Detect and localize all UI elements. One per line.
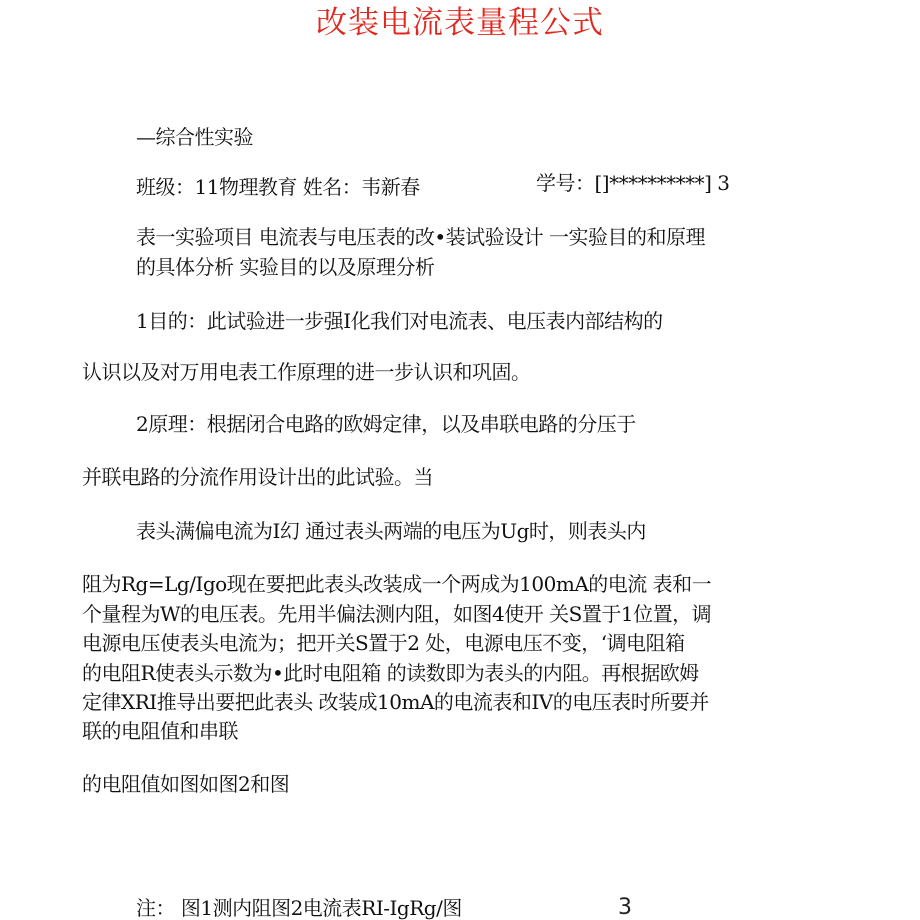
student-id: 学号：[]**********] 3 — [536, 171, 730, 195]
purpose-line-2: 认识以及对万用电表工作原理的进一步认识和巩固。 — [82, 360, 531, 384]
body-line-5: 定律XRI推导出要把此表头 改装成10mA的电流表和IV的电压表时所要并 — [82, 690, 709, 714]
body-line-1: 阻为Rg=Lg/Igo现在要把此表头改装成一个两成为100mA的电流 表和一 — [82, 572, 712, 596]
figure-note: 注： 图1测内阻图2电流表RI-IgRg/图 — [136, 896, 462, 920]
principle-line-1: 2原理：根据闭合电路的欧姆定律，以及串联电路的分压于 — [136, 412, 636, 436]
body-line-3: 电源电压使表头电流为；把开关S置于2 处，电源电压不变，‘调电阻箱 — [82, 631, 685, 655]
body-line-2: 个量程为W的电压表。先用半偏法测内阻，如图4使开 关S置于1位置，调 — [82, 602, 712, 626]
document-title: 改装电流表量程公式 — [316, 5, 604, 41]
body-line-4: 的电阻R使表头示数为•此时电阻箱 的读数即为表头的内阻。再根据欧姆 — [82, 661, 699, 685]
intro-line-2: 的具体分析 实验目的以及原理分析 — [136, 255, 435, 279]
purpose-line-1: 1目的：此试验进一步强I化我们对电流表、电压表内部结构的 — [136, 309, 663, 333]
subtitle: —综合性实验 — [136, 125, 253, 149]
principle-line-2: 并联电路的分流作用设计出的此试验。当 — [82, 465, 433, 489]
page-number: 3 — [618, 895, 632, 920]
class-name-line: 班级：11物理教育 姓名：韦新春 — [136, 175, 420, 199]
intro-line-1: 表一实验项目 电流表与电压表的改•装试验设计 一实验目的和原理 — [136, 225, 706, 249]
body-line-7: 的电阻值如图如图2和图 — [82, 772, 290, 796]
body-line-6: 联的电阻值和串联 — [82, 719, 238, 743]
current-line-1: 表头满偏电流为I幻 通过表头两端的电压为Ug时，则表头内 — [136, 519, 646, 543]
